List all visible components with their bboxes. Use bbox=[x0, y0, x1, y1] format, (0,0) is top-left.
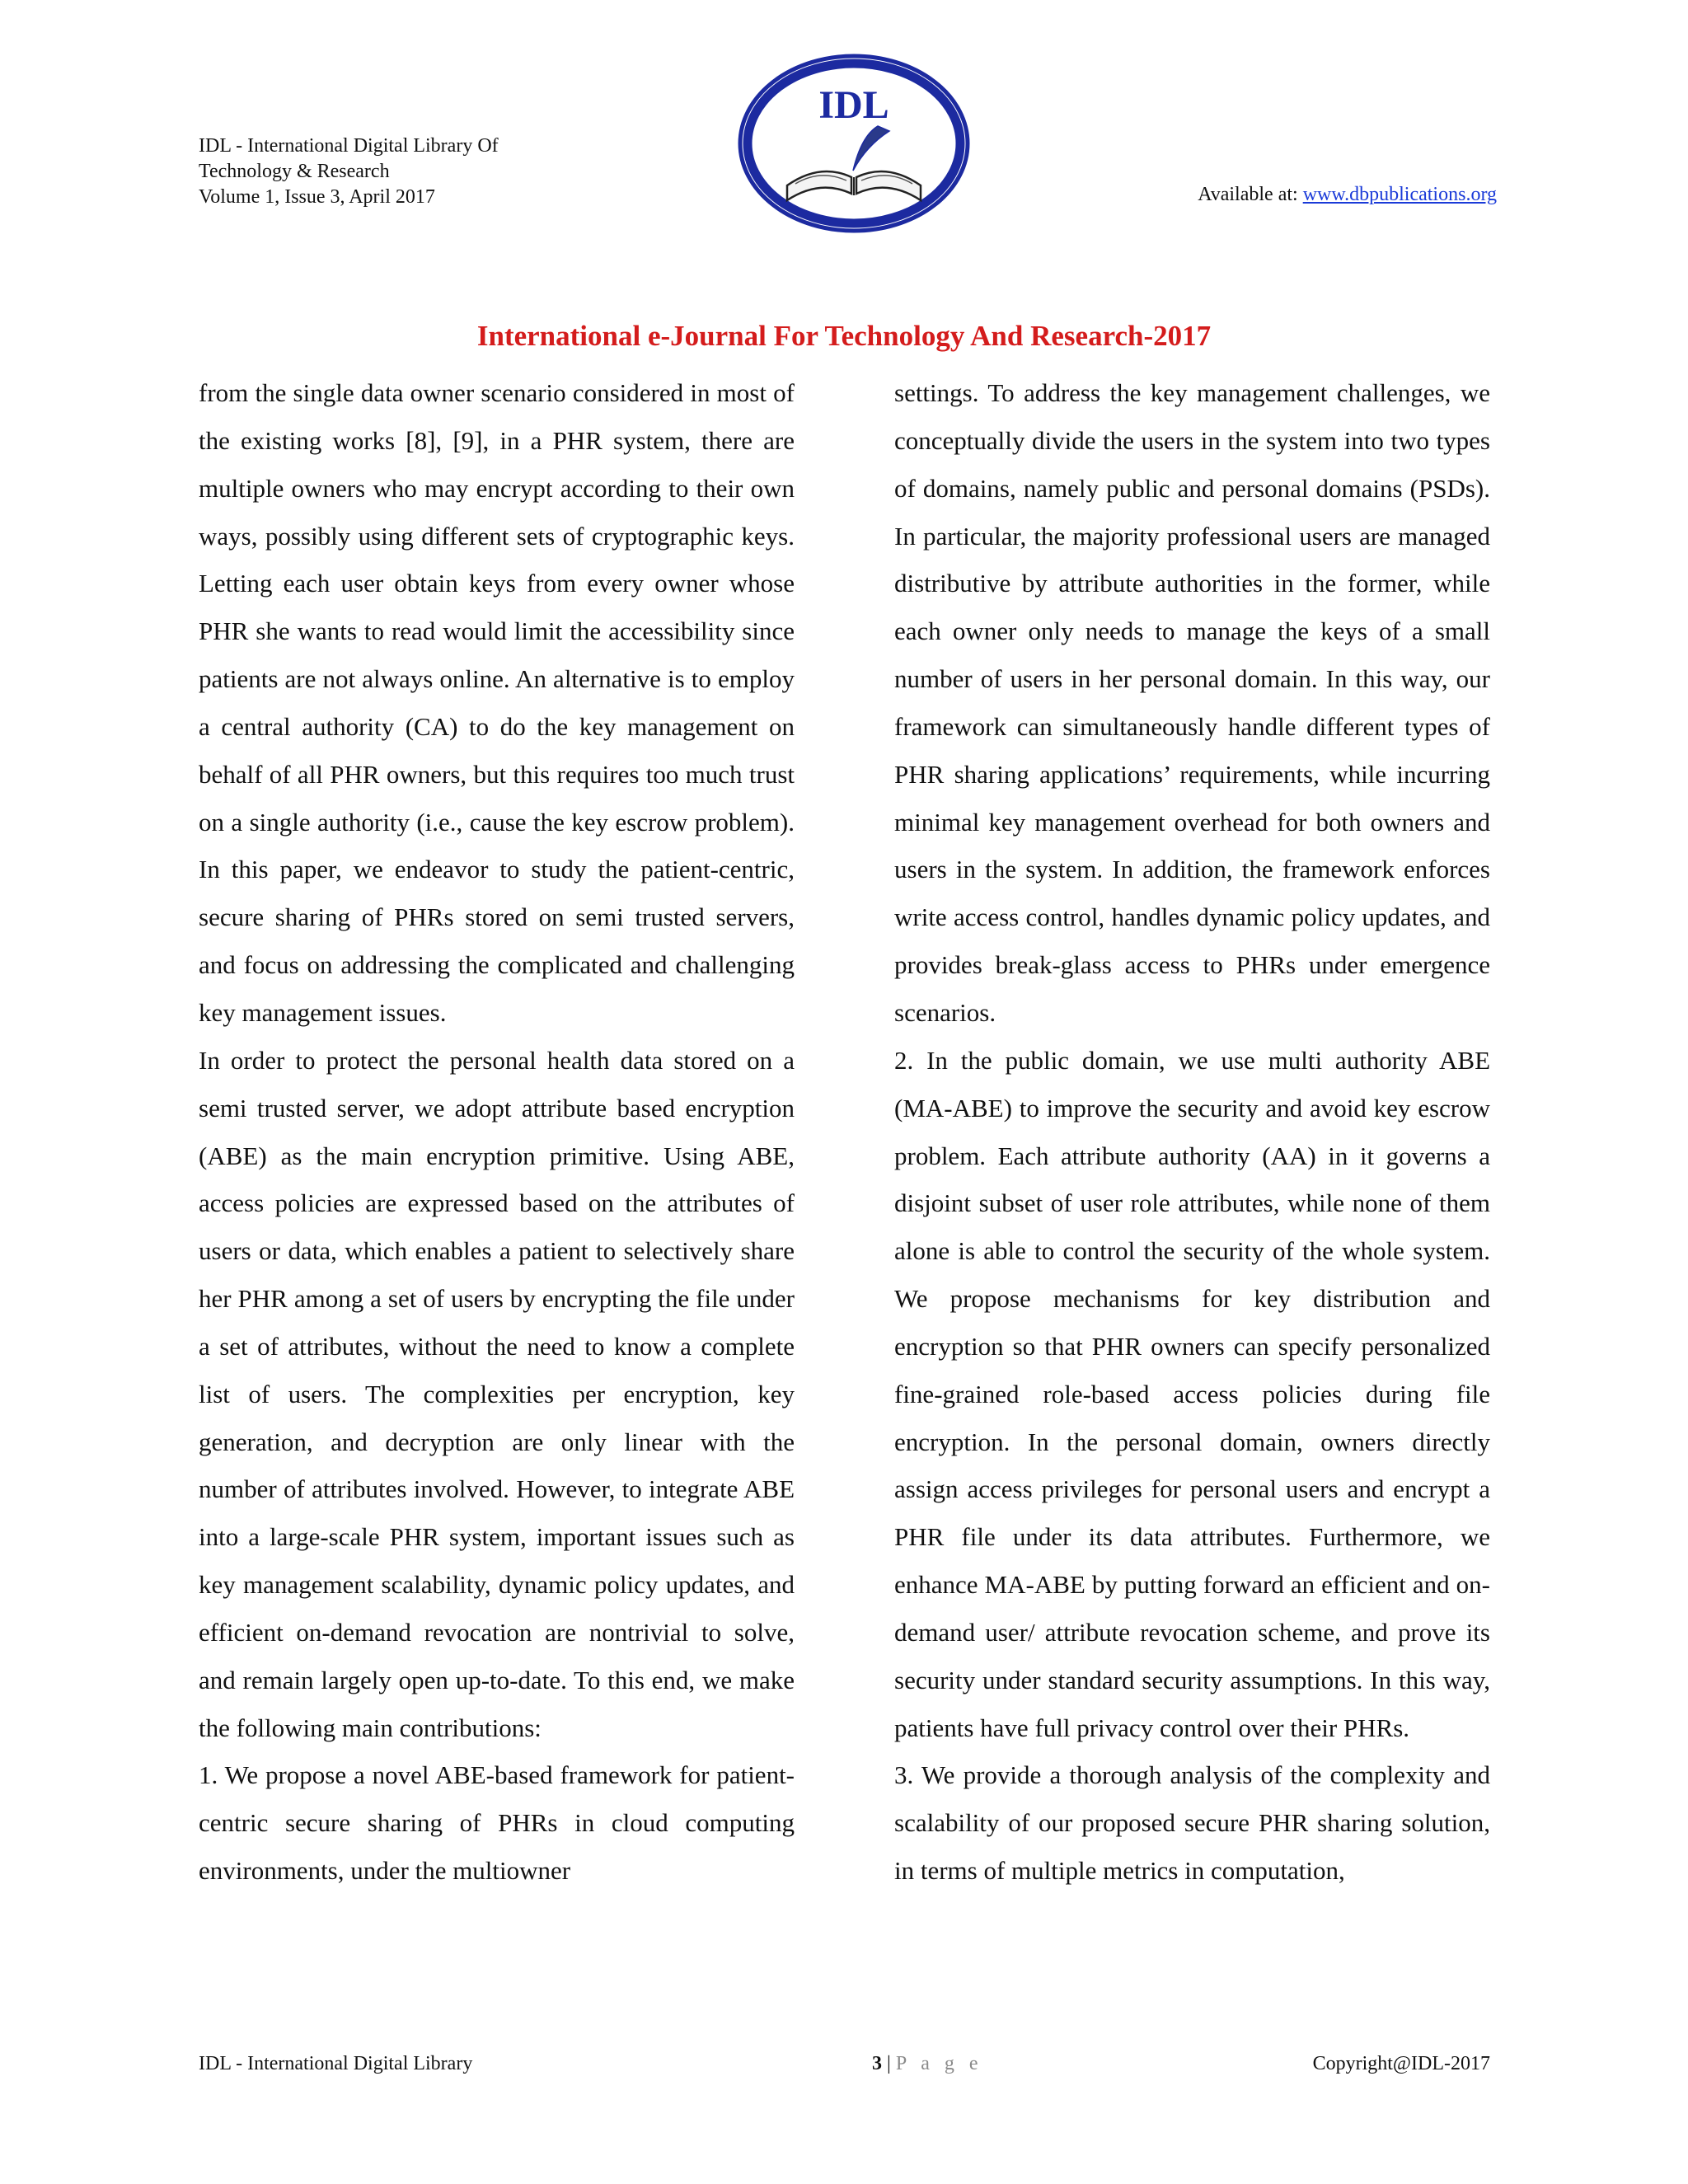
footer-copyright: Copyright@IDL-2017 bbox=[1312, 2053, 1490, 2074]
journal-title: International e-Journal For Technology And Research-2017 bbox=[476, 320, 1212, 352]
publisher-line-2: Technology & Research bbox=[199, 161, 390, 182]
paragraph: settings. To address the key management challenges, we conceptually divide the users in the system into two types of domains, namely public and personal domains (PSDs). In particular, the majority professional users are managed distributive by attribute authorities in the former, while each owner only needs to manage the keys of a small number of users in her personal domain. In this way, our framework can simultaneously handle different types of PHR sharing applications’ requirements, while incurring minimal key management overhead for both owners and users in the system. In addition, the framework enforces write access control, handles dynamic policy updates, and provides break-glass access to PHRs under emergence scenarios. bbox=[894, 378, 1490, 1027]
left-column bbox=[199, 369, 795, 1895]
logo-text: IDL bbox=[818, 83, 889, 127]
idl-logo bbox=[738, 54, 970, 233]
volume-info: Volume 1, Issue 3, April 2017 bbox=[199, 186, 435, 208]
page-number: 3 bbox=[872, 2053, 882, 2074]
footer-library: IDL - International Digital Library bbox=[199, 2053, 473, 2074]
publisher-line-1: IDL - International Digital Library Of bbox=[199, 135, 499, 157]
available-label: Available at: bbox=[1198, 184, 1298, 205]
paragraph: 1. We propose a novel ABE-based framework for patient-centric secure sharing of PHRs in cloud computing environments, under the multiowner bbox=[199, 1760, 795, 1886]
paragraph: 2. In the public domain, we use multi authority ABE (MA-ABE) to improve the security and avoid key escrow problem. Each attribute authority (AA) in it governs a disjoint subset of user role attributes, while none of them alone is able to control the security of the whole system. We propose mechanisms for key distribution and encryption so that PHR owners can specify personalized fine-grained role-based access policies during file encryption. In the personal domain, owners directly assign access privileges for personal users and encrypt a PHR file under its data attributes. Furthermore, we enhance MA-ABE by putting forward an efficient and on-demand user/ attribute revocation scheme, and prove its security under standard security assumptions. In this way, patients have full privacy control over their PHRs. bbox=[894, 1045, 1490, 1742]
header-publisher bbox=[199, 134, 499, 210]
page-separator: | bbox=[882, 2053, 896, 2074]
paragraph: In order to protect the personal health data stored on a semi trusted server, we adopt attribute based encryption (ABE) as the main encryption primitive. Using ABE, access policies are expressed based on the attributes of users or data, which enables a patient to selectively share her PHR among a set of users by encrypting the file under a set of attributes, without the need to know a complete list of users. The complexities per encryption, key generation, and decryption are only linear with the number of attributes involved. However, to integrate ABE into a large-scale PHR system, important issues such as key management scalability, dynamic policy updates, and efficient on-demand revocation are nontrivial to solve, and remain largely open up-to-date. To this end, we make the following main contributions: bbox=[199, 1045, 795, 1742]
paragraph: from the single data owner scenario considered in most of the existing works [8], [9], in a PHR system, there are multiple owners who may encrypt according to their own ways, possibly using different sets of cryptographic keys. Letting each user obtain keys from every owner whose PHR she wants to read would limit the accessibility since patients are not always online. An alternative is to employ a central authority (CA) to do the key management on behalf of all PHR owners, but this requires too much trust on a single authority (i.e., cause the key escrow problem). In this paper, we endeavor to study the patient-centric, secure sharing of PHRs stored on semi trusted servers, and focus on addressing the complicated and challenging key management issues. bbox=[199, 378, 795, 1027]
page-word: P a g e bbox=[895, 2053, 983, 2074]
website-link[interactable]: www.dbpublications.org bbox=[1302, 184, 1497, 205]
footer-page bbox=[872, 2053, 983, 2075]
available-at bbox=[1198, 184, 1497, 206]
right-column bbox=[894, 369, 1490, 1895]
paragraph: 3. We provide a thorough analysis of the complexity and scalability of our proposed secure PHR sharing solution, in terms of multiple metrics in computation, bbox=[894, 1760, 1490, 1886]
